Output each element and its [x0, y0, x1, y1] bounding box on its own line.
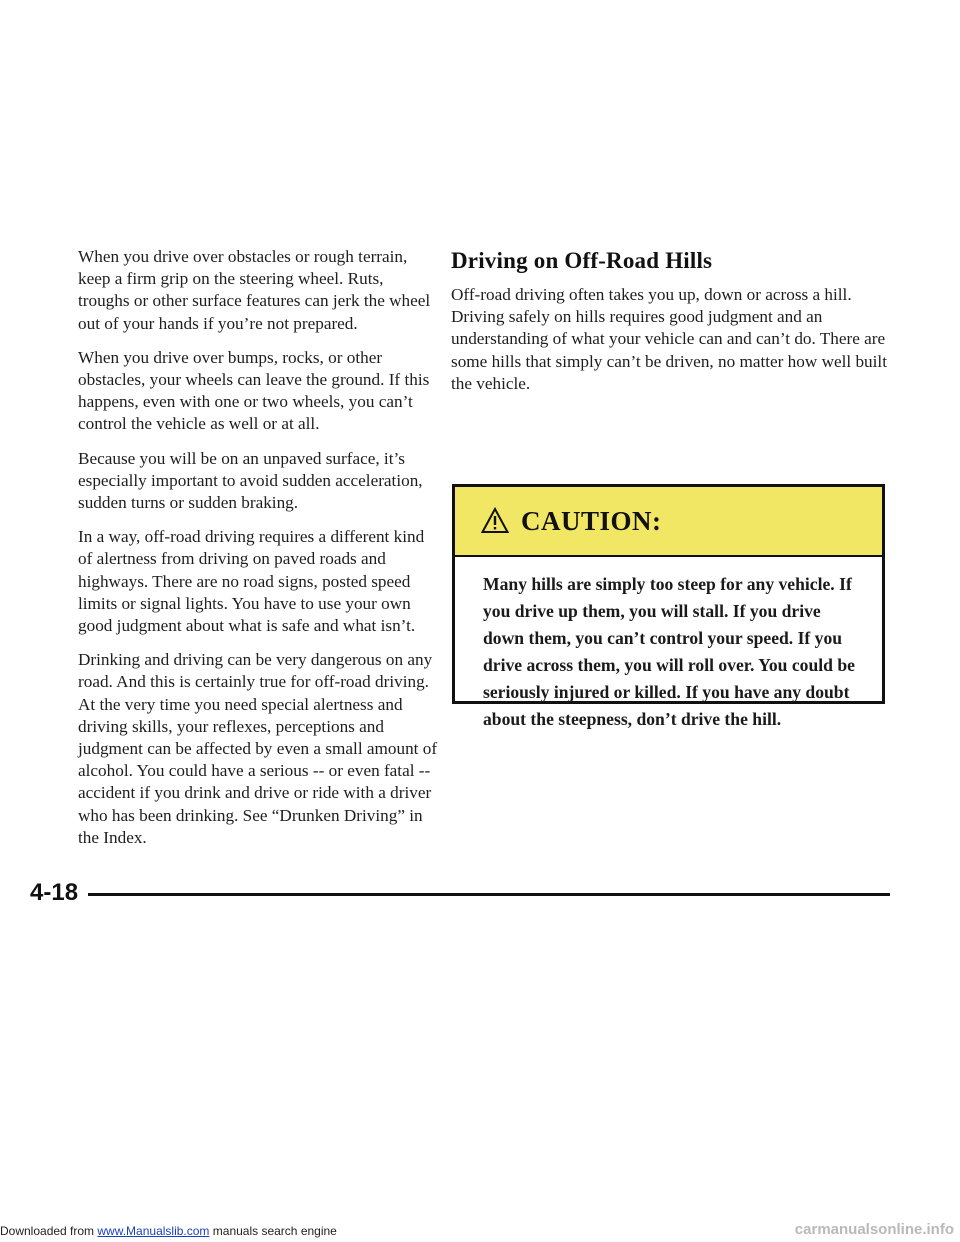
manualslib-link[interactable]: www.Manualslib.com — [97, 1224, 210, 1238]
caution-box — [452, 484, 885, 729]
paragraph-bumps: When you drive over bumps, rocks, or other obstacles, your wheels can leave the ground. If this happens, even with one or two wheels, you can’t control the vehicle as well or at all. — [78, 347, 430, 434]
banner-suffix: manuals search engine — [209, 1224, 337, 1238]
caution-header — [455, 487, 882, 557]
left-column — [78, 246, 438, 861]
right-column — [451, 246, 887, 395]
watermark: carmanualsonline.info — [794, 1221, 954, 1238]
paragraph-drinking: Drinking and driving can be very dangerous on any road. And this is certainly true for off-road driving. At the very time you need special alertness and driving skills, your reflexes, perceptions and judgment can be affected by even a small amount of alcohol. You could have a serious -- or even fatal -- accident if you drink and drive or ride with a driver who has been drinking. See “Drunken Driving” in the Index. — [78, 650, 438, 847]
paragraph-hills-intro: Off-road driving often takes you up, down or across a hill. Driving safely on hills requires good judgment and an understanding of what your vehicle can and can’t do. There are some hills that simply can’t be driven, no matter how well built the vehicle. — [451, 285, 887, 393]
page-footer — [30, 878, 890, 908]
section-heading: Driving on Off-Road Hills — [451, 248, 713, 273]
caution-text: Many hills are simply too steep for any vehicle. If you drive up them, you will stall. If you drive down them, you can’t control your speed. If you drive across them, you will roll over. You could be seriously injured or killed. If you have any doubt about the steepness, don’t drive the hill. — [483, 574, 855, 729]
caution-title: CAUTION: — [521, 505, 662, 536]
paragraph-unpaved-surface: Because you will be on an unpaved surface, it’s especially important to avoid sudden acceleration, sudden turns or sudden braking. — [78, 448, 423, 513]
page-number: 4-18 — [30, 879, 79, 906]
paragraph-obstacles: When you drive over obstacles or rough terrain, keep a firm grip on the steering wheel. Ruts, troughs or other surface features can jerk the wheel out of your hands if you’re not prepared. — [78, 247, 431, 333]
paragraph-alertness: In a way, off-road driving requires a different kind of alertness from driving on paved roads and highways. There are no road signs, posted speed limits or signal lights. You have to use your own good judgment about what is safe and what isn’t. — [78, 527, 425, 636]
download-banner — [0, 1224, 337, 1238]
footer-rule — [88, 893, 890, 896]
warning-triangle-icon — [481, 507, 509, 535]
banner-prefix: Downloaded from — [0, 1224, 98, 1238]
